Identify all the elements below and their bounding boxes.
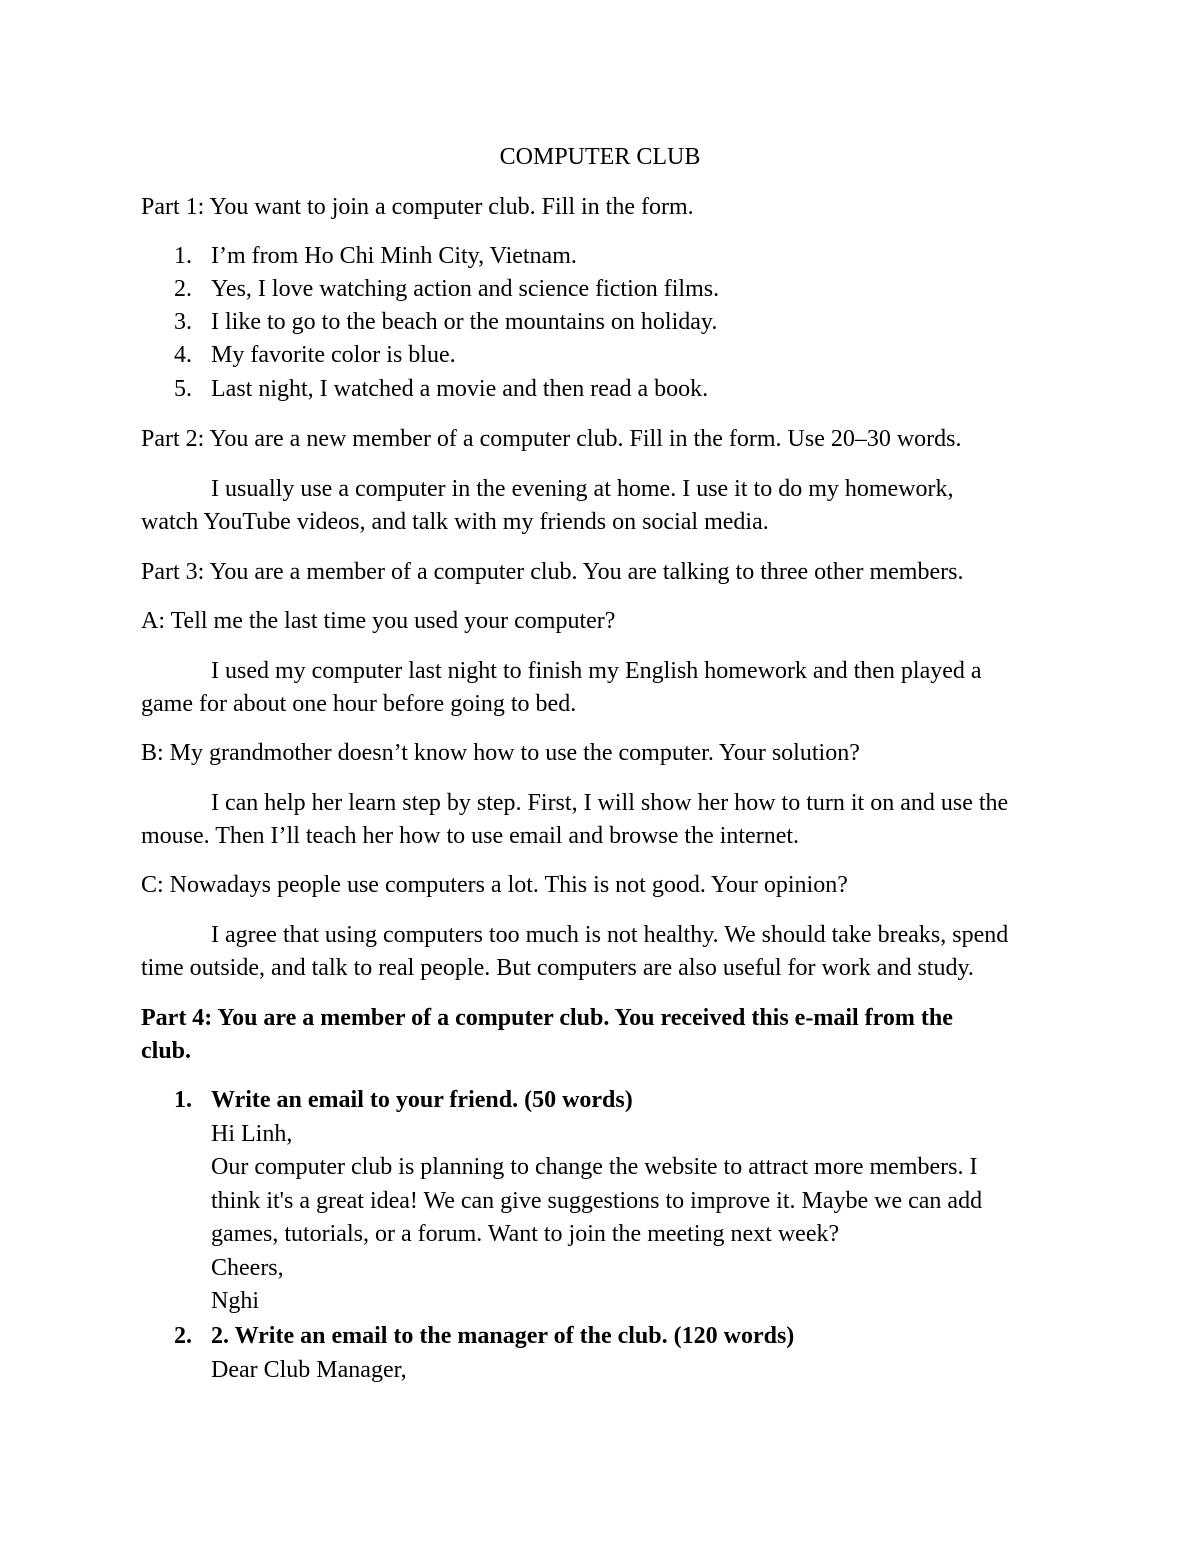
list-item-number: 5. (174, 376, 192, 402)
question-c: C: Nowadays people use computers a lot. This is not good. Your opinion? (141, 872, 848, 898)
email-greeting: Dear Club Manager, (211, 1357, 407, 1383)
list-item-number: 4. (174, 342, 192, 368)
part2-heading: Part 2: You are a new member of a computer club. Fill in the form. Use 20–30 words. (141, 426, 962, 452)
list-item: My favorite color is blue. (211, 342, 456, 368)
question-b: B: My grandmother doesn’t know how to use the computer. Your solution? (141, 740, 860, 766)
answer-c-line: I agree that using computers too much is not healthy. We should take breaks, spend (211, 922, 1009, 948)
task-number: 2. (174, 1323, 192, 1349)
list-item-number: 3. (174, 309, 192, 335)
answer-b-line: I can help her learn step by step. First, I will show her how to turn it on and use the (211, 790, 1009, 816)
answer-c-line: time outside, and talk to real people. But computers are also useful for work and study. (141, 955, 974, 981)
task2-heading: 2. Write an email to the manager of the club. (120 words) (211, 1323, 795, 1349)
email-signature: Nghi (211, 1288, 259, 1314)
part2-answer-line: watch YouTube videos, and talk with my friends on social media. (141, 509, 769, 535)
answer-a-line: game for about one hour before going to bed. (141, 691, 577, 717)
email-greeting: Hi Linh, (211, 1121, 293, 1147)
part3-heading: Part 3: You are a member of a computer club. You are talking to three other members. (141, 559, 964, 585)
document-title: COMPUTER CLUB (499, 144, 701, 170)
part1-heading: Part 1: You want to join a computer club. Fill in the form. (141, 194, 694, 220)
email-body-line: games, tutorials, or a forum. Want to join the meeting next week? (211, 1221, 840, 1247)
list-item: I like to go to the beach or the mountains on holiday. (211, 309, 718, 335)
answer-a-line: I used my computer last night to finish my English homework and then played a (211, 658, 982, 684)
email-body-line: Our computer club is planning to change the website to attract more members. I (211, 1154, 978, 1180)
answer-b-line: mouse. Then I’ll teach her how to use email and browse the internet. (141, 823, 800, 849)
task-number: 1. (174, 1087, 192, 1113)
part4-heading: club. (141, 1038, 192, 1064)
task1-heading: Write an email to your friend. (50 words) (211, 1087, 633, 1113)
list-item: I’m from Ho Chi Minh City, Vietnam. (211, 243, 577, 269)
part2-answer-line: I usually use a computer in the evening at home. I use it to do my homework, (211, 476, 954, 502)
email-body-line: think it's a great idea! We can give suggestions to improve it. Maybe we can add (211, 1188, 983, 1214)
list-item: Last night, I watched a movie and then read a book. (211, 376, 709, 402)
email-closing: Cheers, (211, 1255, 284, 1281)
part4-heading: Part 4: You are a member of a computer club. You received this e-mail from the (141, 1005, 953, 1031)
list-item-number: 1. (174, 243, 192, 269)
list-item-number: 2. (174, 276, 192, 302)
list-item: Yes, I love watching action and science fiction films. (211, 276, 720, 302)
question-a: A: Tell me the last time you used your computer? (141, 608, 616, 634)
